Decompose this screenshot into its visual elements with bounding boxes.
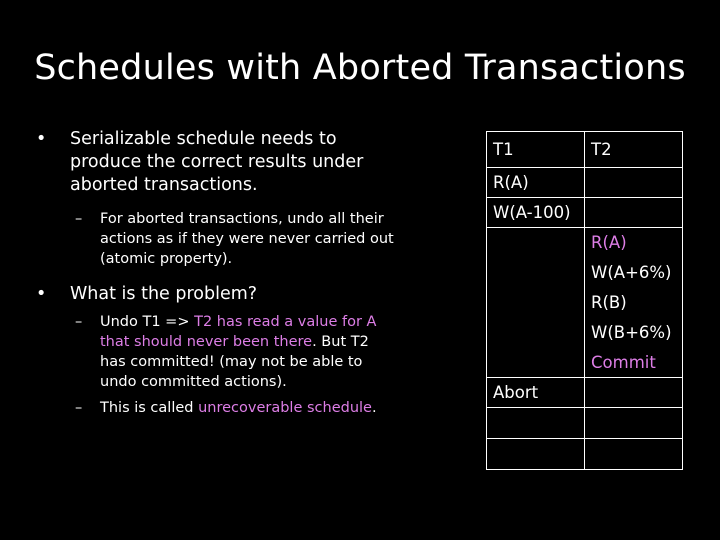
sub-bullet-item (30, 398, 420, 418)
sub-bullet-marker: – (75, 400, 83, 416)
t2-cell (585, 378, 683, 408)
t1-cell (487, 348, 585, 378)
table-row (487, 348, 683, 378)
slide-title: Schedules with Aborted Transactions (34, 48, 686, 88)
t2-cell (585, 198, 683, 228)
t1-cell (487, 408, 585, 439)
sub-bullet-text: Undo T1 => (100, 314, 195, 330)
sub-bullet-item (30, 209, 400, 269)
bullet-text: Serializable schedule needs to produce the correct results under aborted transactions. (70, 129, 364, 195)
t2-cell: W(B+6%) (585, 318, 683, 348)
bullet-marker: • (36, 129, 47, 149)
t1-cell (487, 288, 585, 318)
table-row (487, 168, 683, 198)
bullet-text: What is the problem? (70, 284, 258, 304)
highlighted-text: unrecoverable schedule (198, 400, 372, 416)
sub-bullet-item (30, 312, 390, 392)
bullet-item (30, 283, 410, 306)
bullet-list (30, 128, 410, 418)
sub-bullet-text: For aborted transactions, undo all their actions as if they were never carried out (atomic property). (100, 211, 394, 267)
t2-cell: R(B) (585, 288, 683, 318)
bullet-item (30, 128, 400, 197)
t1-cell: R(A) (487, 168, 585, 198)
table-row (487, 408, 683, 439)
table-row (487, 439, 683, 470)
table-header-row (487, 132, 683, 168)
t2-cell: R(A) (585, 228, 683, 258)
table-row (487, 228, 683, 258)
bullet-marker: • (36, 284, 47, 304)
table-row (487, 198, 683, 228)
table-row (487, 318, 683, 348)
t1-cell (487, 439, 585, 470)
table-row (487, 288, 683, 318)
sub-bullet-text: This is called (100, 400, 199, 416)
t1-cell (487, 228, 585, 258)
table-row (487, 258, 683, 288)
t1-cell (487, 258, 585, 288)
t1-cell: W(A-100) (487, 198, 585, 228)
header-cell-t1: T1 (487, 132, 585, 168)
sub-bullet-text: . But T2 has committed! (may not be able to undo committed actions). (100, 334, 369, 390)
t1-cell (487, 318, 585, 348)
t2-cell: Commit (585, 348, 683, 378)
header-cell-t2: T2 (585, 132, 683, 168)
t2-cell (585, 168, 683, 198)
sub-bullet-text: . (371, 400, 377, 416)
sub-bullet-marker: – (75, 211, 83, 227)
table-row (487, 378, 683, 408)
t2-cell: W(A+6%) (585, 258, 683, 288)
highlighted-text: T2 has read a value for A that should never been there (100, 314, 377, 350)
t2-cell (585, 408, 683, 439)
t1-cell: Abort (487, 378, 585, 408)
schedule-table (486, 131, 683, 470)
sub-bullet-marker: – (75, 314, 83, 330)
t2-cell (585, 439, 683, 470)
